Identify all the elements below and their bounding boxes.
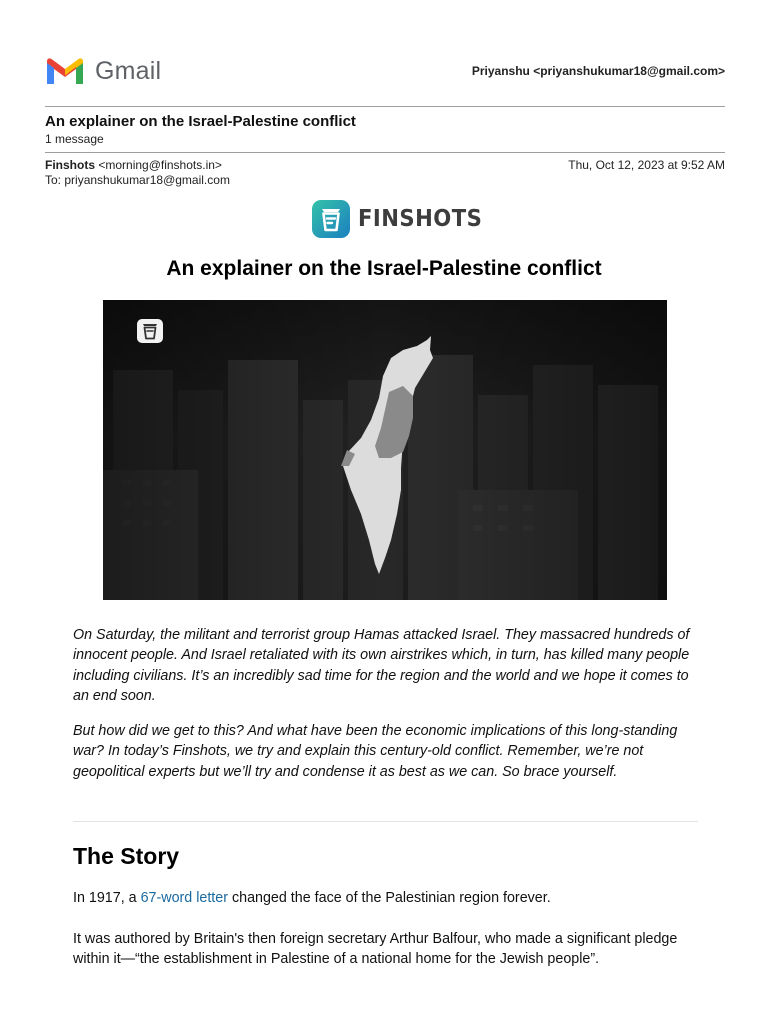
balfour-letter-link[interactable]: 67-word letter <box>140 890 228 906</box>
article-title: An explainer on the Israel-Palestine conflict <box>166 257 602 280</box>
recipient-line <box>45 173 230 187</box>
gmail-m-icon <box>45 56 85 86</box>
gmail-wordmark: Gmail <box>95 56 162 85</box>
hero-illustration <box>103 300 667 600</box>
sender-name: Finshots <box>45 158 95 172</box>
story-p1-text-start: In 1917, a <box>73 890 141 906</box>
sender-email: <morning@finshots.in> <box>98 158 222 172</box>
story-heading: The Story <box>73 843 180 869</box>
to-label: To: <box>45 173 62 187</box>
thread-divider <box>45 152 725 153</box>
finshots-wordmark: FINSHOTS <box>358 206 483 232</box>
intro-paragraph-1: On Saturday, the militant and terrorist group Hamas attacked Israel. They massacred hundreds of innocent people. And Israel retaliated with its own airstrikes which, in turn, has killed many people including civilians. It’s an incredibly sad time for the region and the world and we hope it comes to an end soon. <box>73 627 690 705</box>
message-date: Thu, Oct 12, 2023 at 9:52 AM <box>568 158 725 172</box>
finshots-brand <box>312 200 493 238</box>
recipient-address: priyanshukumar18@gmail.com <box>64 173 230 187</box>
sender-line <box>45 158 222 172</box>
finshots-cup-icon <box>137 319 163 343</box>
story-paragraph-2: It was authored by Britain's then foreign secretary Arthur Balfour, who made a significant pledge within it—“the establishment in Palestine of a national home for the Jewish people”. <box>73 931 678 968</box>
intro-paragraph-2: But how did we get to this? And what have been the economic implications of this long-standing war? In today’s Finshots, we try and explain this century-old conflict. Remember, we’re not geopolitical experts but we’ll try and condense it as best as we can. So brace yourself. <box>73 723 678 780</box>
finshots-cup-icon <box>312 200 350 238</box>
header-divider <box>45 106 725 107</box>
account-identity <box>472 64 725 78</box>
section-divider <box>73 821 698 822</box>
message-count: 1 message <box>45 132 104 146</box>
story-p1-text-end: changed the face of the Palestinian region forever. <box>228 890 551 906</box>
account-name: Priyanshu <box>471 64 530 78</box>
gmail-logo <box>45 56 161 86</box>
hero-image <box>103 300 667 600</box>
thread-subject: An explainer on the Israel-Palestine conflict <box>45 113 356 130</box>
account-email: <priyanshukumar18@gmail.com> <box>533 64 725 78</box>
story-paragraph-1 <box>73 888 703 908</box>
